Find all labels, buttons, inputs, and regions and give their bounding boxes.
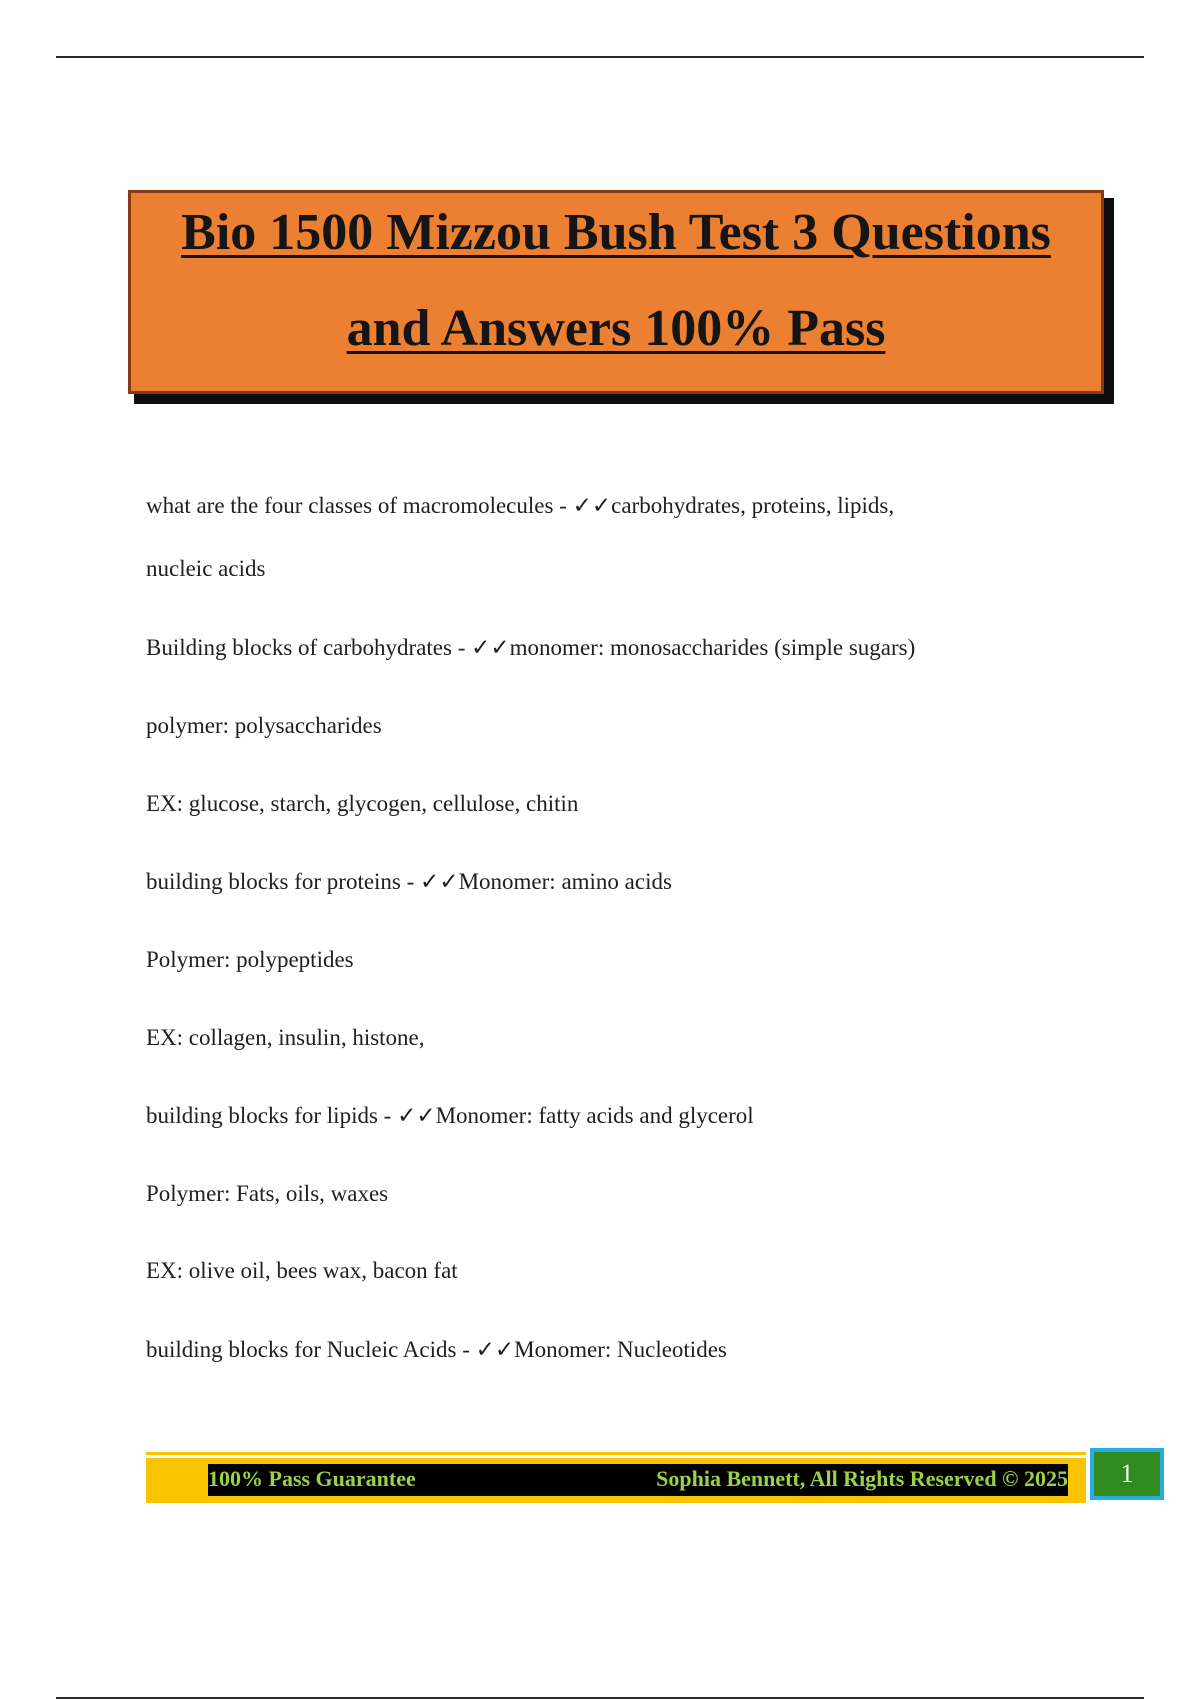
bottom-rule (56, 1697, 1144, 1699)
title-line-2: and Answers 100% Pass (346, 300, 886, 357)
footer-inner (208, 1464, 1068, 1496)
qa-text-line: EX: collagen, insulin, histone, (146, 1025, 425, 1050)
qa-text-line: EX: glucose, starch, glycogen, cellulose, chitin (146, 791, 579, 816)
qa-text-line: building blocks for Nucleic Acids - ✓✓Monomer: Nucleotides (146, 1337, 727, 1362)
title-line-1: Bio 1500 Mizzou Bush Test 3 Questions (181, 204, 1051, 261)
page-number-box (1090, 1448, 1164, 1500)
qa-text-line: building blocks for lipids - ✓✓Monomer: fatty acids and glycerol (146, 1103, 754, 1128)
title-banner (128, 190, 1104, 394)
qa-text-line: nucleic acids (146, 556, 266, 581)
qa-text-line: what are the four classes of macromolecules - ✓✓carbohydrates, proteins, lipids, (146, 493, 895, 518)
qa-text-line: Polymer: polypeptides (146, 947, 354, 972)
footer-bar (146, 1458, 1086, 1503)
qa-text-line: polymer: polysaccharides (146, 713, 382, 738)
footer-rule (146, 1452, 1086, 1455)
qa-text-line: Polymer: Fats, oils, waxes (146, 1181, 389, 1206)
footer-copyright-text: Sophia Bennett, All Rights Reserved © 2025 (656, 1466, 1068, 1491)
top-rule (56, 56, 1144, 58)
qa-text-line: EX: olive oil, bees wax, bacon fat (146, 1258, 458, 1283)
page-number: 1 (1120, 1459, 1134, 1488)
footer-guarantee-text: 100% Pass Guarantee (208, 1466, 416, 1491)
qa-text-line: building blocks for proteins - ✓✓Monomer: amino acids (146, 869, 672, 894)
qa-text-line: Building blocks of carbohydrates - ✓✓monomer: monosaccharides (simple sugars) (146, 635, 916, 660)
